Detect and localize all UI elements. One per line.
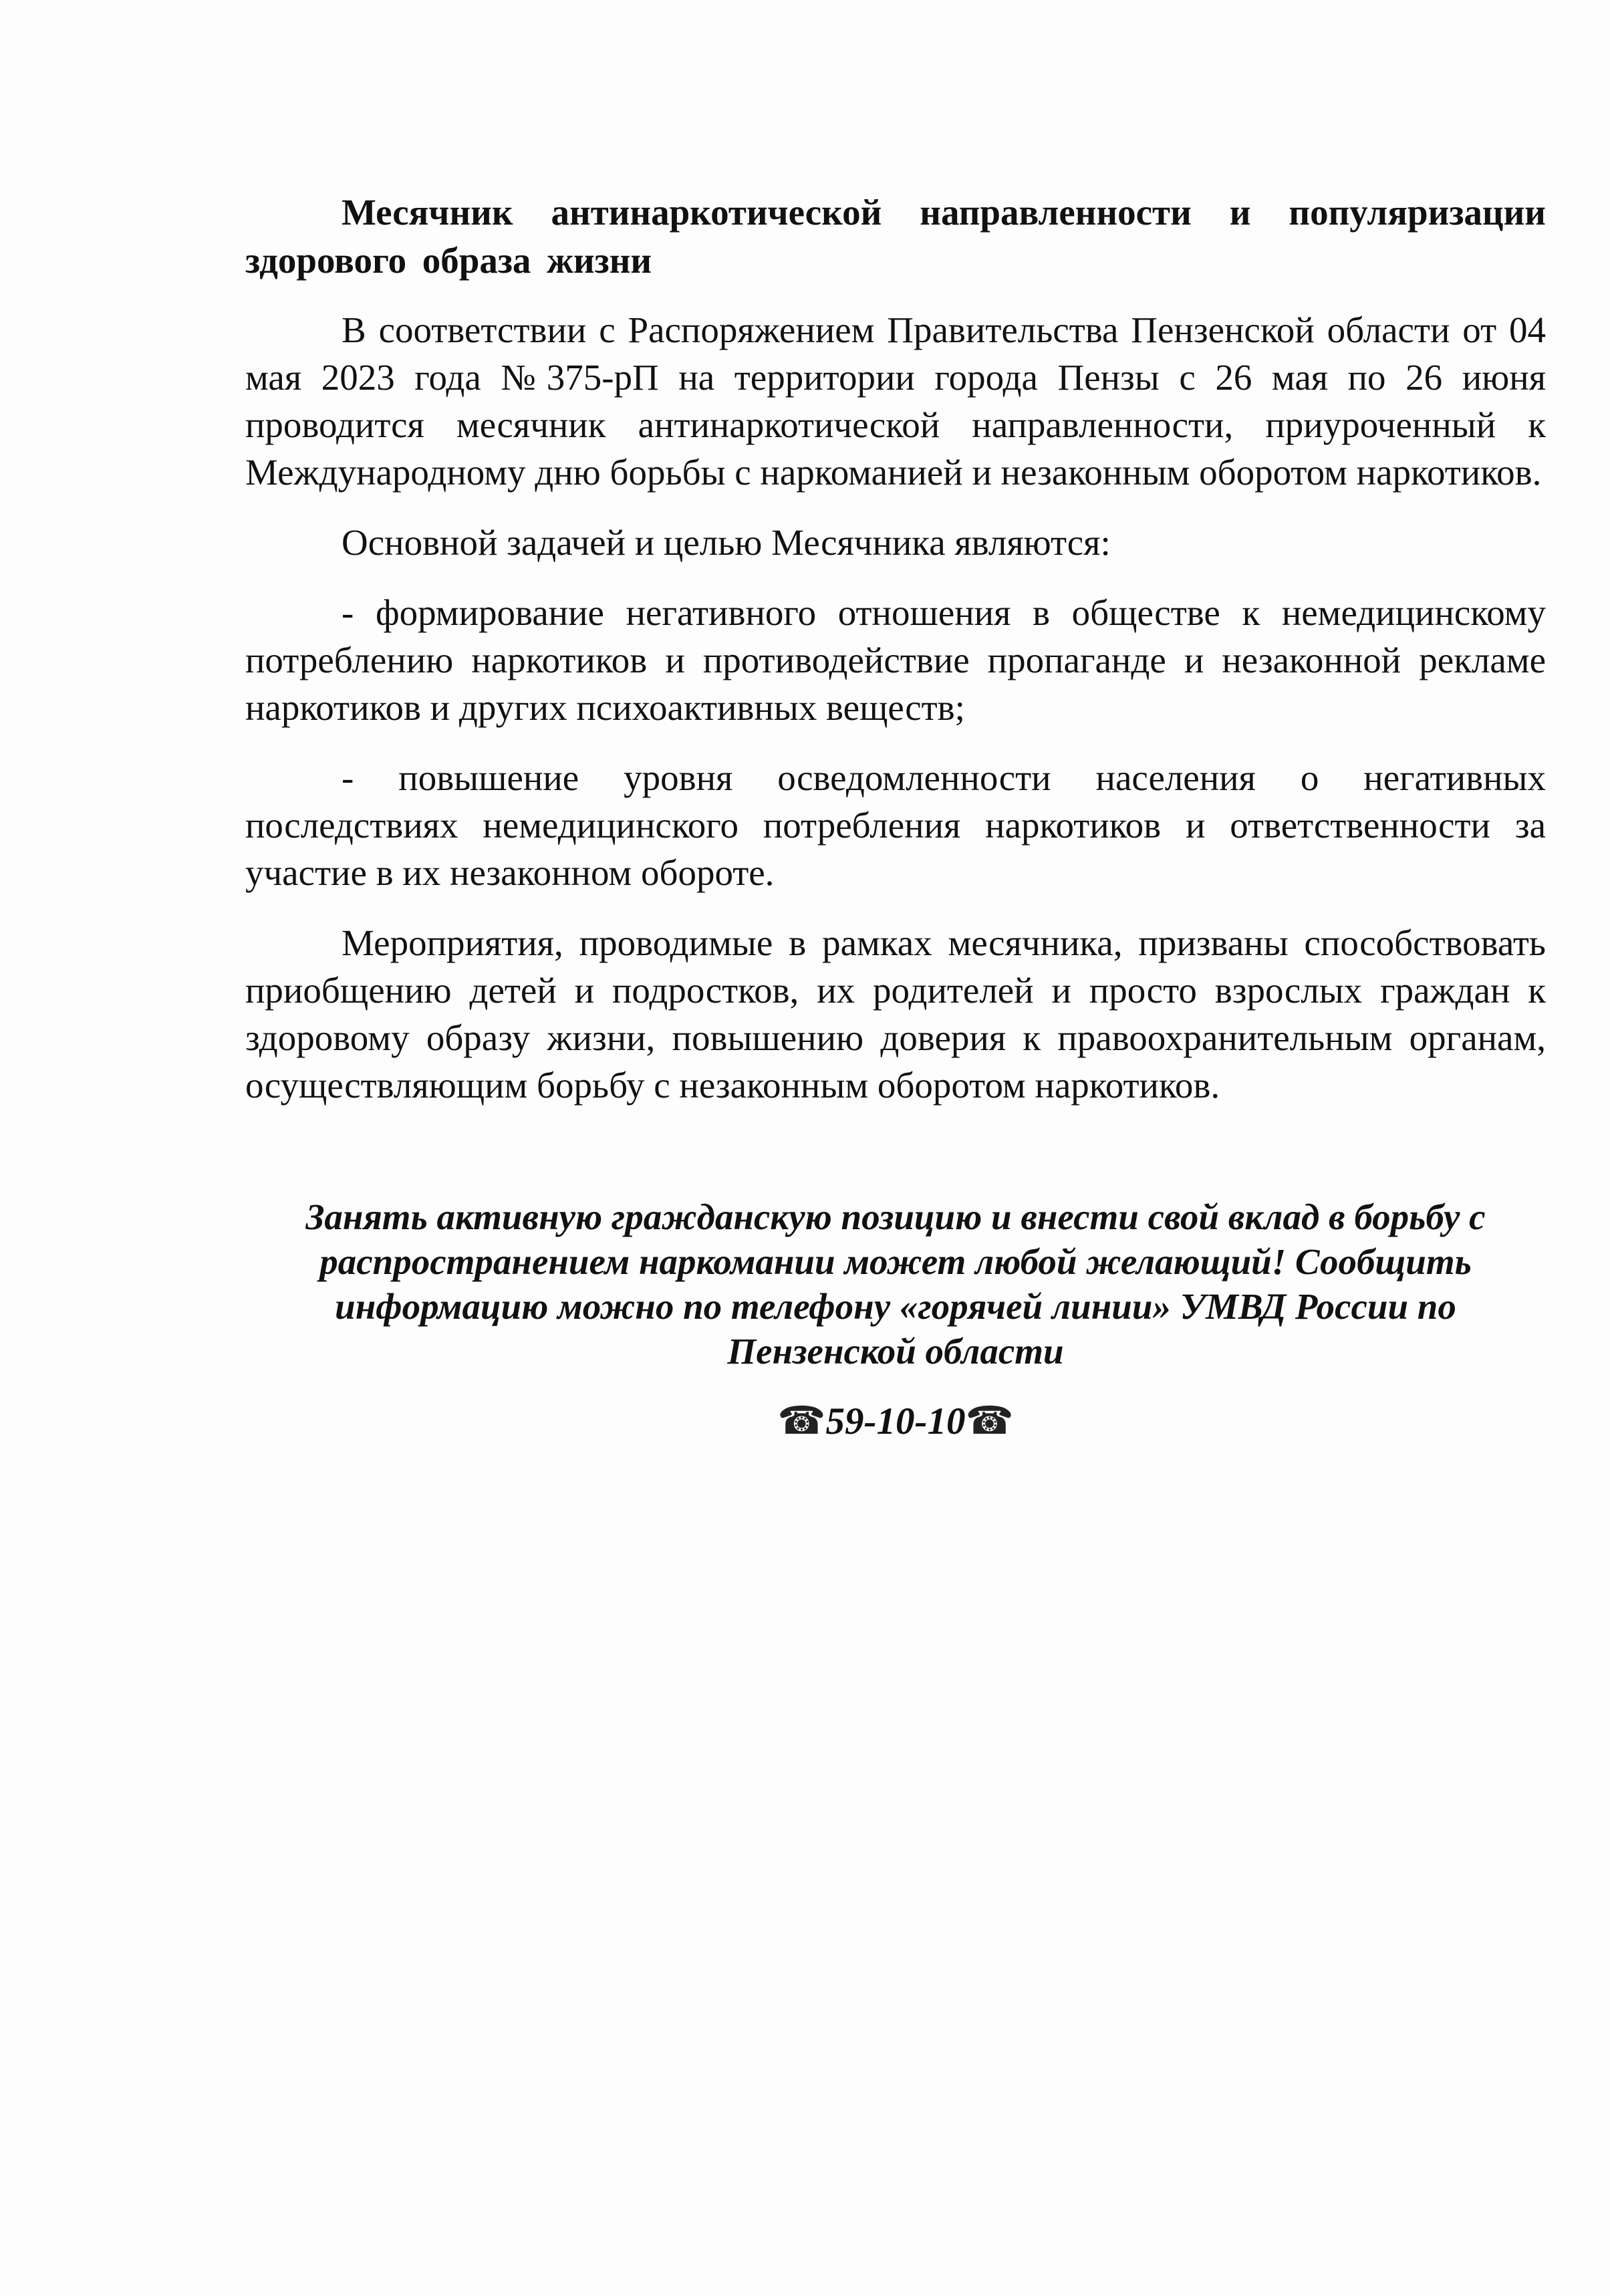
document-body — [245, 188, 1546, 1445]
paragraph-goal-1: - формирование негативного отношения в обществе к немедицинскому потреблению наркотиков и противодействие пропаганде и незаконной рекламе наркотиков и других психоактивных веществ; — [245, 592, 1546, 728]
phone-number: 59-10-10 — [825, 1400, 966, 1442]
hotline-callout: Занять активную гражданскую позицию и внести свой вклад в борьбу с распространением наркомании может любой желающий! Сообщить информацию можно по телефону «горячей линии» УМВД России по Пензенской области — [305, 1196, 1486, 1372]
paragraph-intro: В соответствии с Распоряжением Правительства Пензенской области от 04 мая 2023 года №375-рП на территории города Пензы с 26 мая по 26 июня проводится месячник антинаркотической направленности, приуроченный к Международному дню борьбы с наркоманией и незаконным оборотом наркотиков. — [245, 309, 1546, 493]
paragraph-events: Мероприятия, проводимые в рамках месячника, призваны способствовать приобщению детей и подростков, их родителей и просто взрослых граждан к здоровому образу жизни, повышению доверия к правоохранительным органам, осуществляющим борьбу с незаконным оборотом наркотиков. — [245, 922, 1546, 1106]
paragraph-goals-heading: Основной задачей и целью Месячника являются: — [342, 522, 1111, 563]
telephone-icon: ☎ — [777, 1399, 826, 1442]
hotline-phone — [245, 1398, 1546, 1445]
paragraph-goal-2: - повышение уровня осведомленности населения о негативных последствиях немедицинского потребления наркотиков и ответственности за участие в их незаконном обороте. — [245, 757, 1546, 893]
scan-artifact — [52, 9, 126, 13]
document-title: Месячник антинаркотической направленности и популяризации здорового образа жизни — [245, 192, 1546, 281]
telephone-icon: ☎ — [965, 1399, 1014, 1442]
